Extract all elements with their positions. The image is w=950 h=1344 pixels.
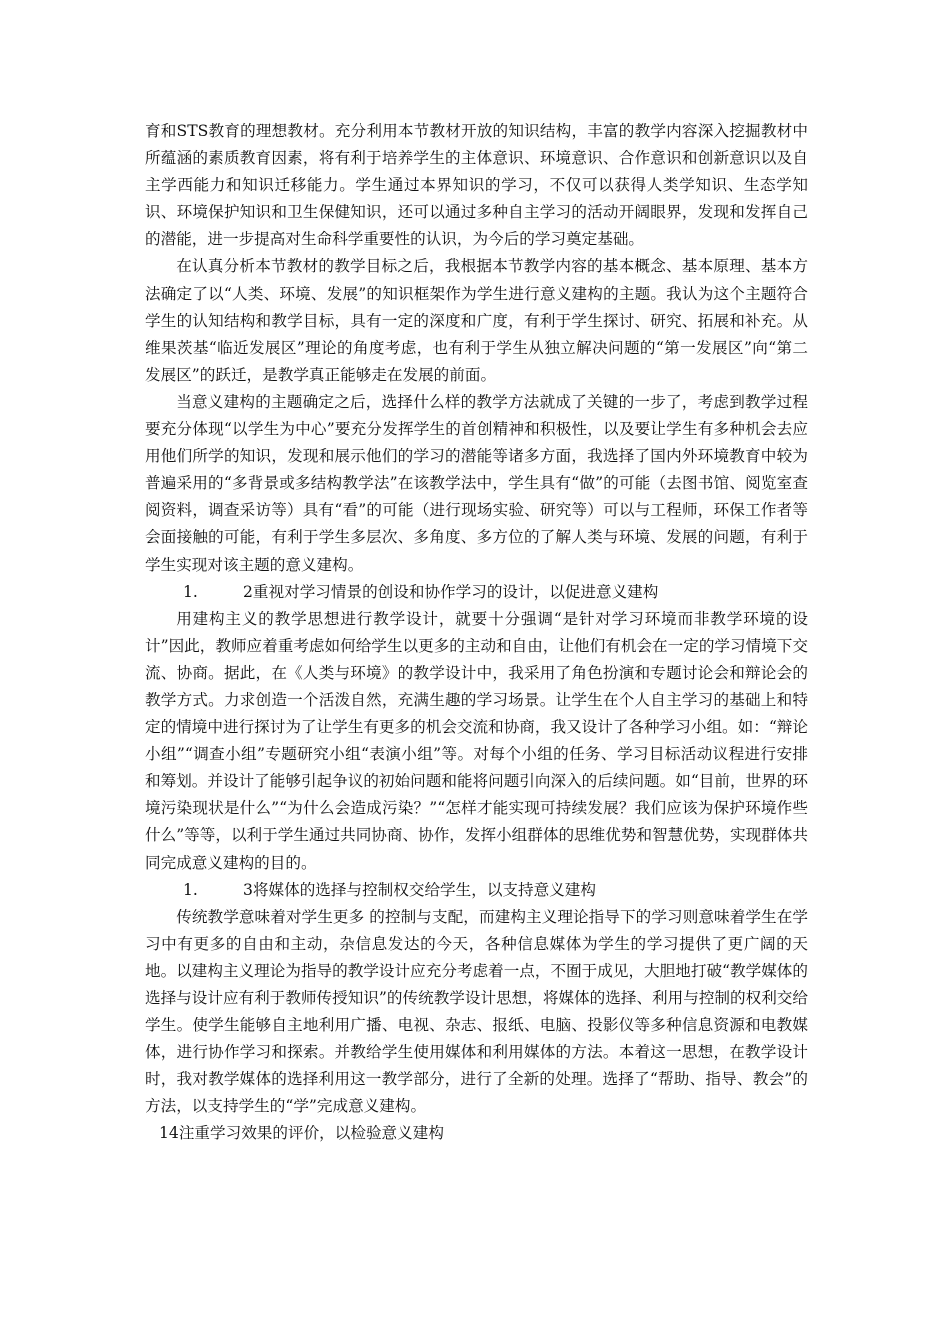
paragraph-body: 在认真分析本节教材的教学目标之后，我根据本节教学内容的基本概念、基本原理、基本方法确定了以“人类、环境、发展”的知识框架作为学生进行意义建构的主题。我认为这个主题符合学生的认知结构和教学目标，具有一定的深度和广度，有利于学生探讨、研究、拓展和补充。从维果茨基“临近发展区”理论的角度考虑，也有利于学生从独立解决问题的“第一发展区”向“第二发展区”的跃迁，是教学真正能够走在发展的前面。 [145, 257, 808, 384]
paragraph-body: 传统教学意味着对学生更多 的控制与支配，而建构主义理论指导下的学习则意味着学生在学习中有更多的自由和主动，杂信息发达的今天，各种信息媒体为学生的学习提供了更广阔的天地。以建构主义理论为指导的教学设计应充分考虑着一点，不囿于成见，大胆地打破“教学媒体的选择与设计应有利于教师传授知识”的传统教学设计思想，将媒体的选择、利用与控制的权利交给学生。使学生能够自主地利用广播、电视、杂志、报纸、电脑、投影仪等多种信息资源和电教媒体，进行协作学习和探索。并教给学生使用媒体和利用媒体的方法。本着这一思想，在教学设计时，我对教学媒体的选择利用这一教学部分，进行了全新的处理。选择了“帮助、指导、教会”的方法，以支持学生的“学”完成意义建构。 [145, 907, 808, 1116]
section-heading: 14注重学习效果的评价，以检验意义建构 [159, 1124, 444, 1143]
section-heading [145, 579, 808, 606]
paragraph-body: 当意义建构的主题确定之后，选择什么样的教学方法就成了关键的一步了，考虑到教学过程要充分体现“以学生为中心”要充分发挥学生的首创精神和积极性，以及要让学生有多种机会去应用他们所学的知识，发现和展示他们的学习的潜能等诸多方面，我选择了国内外环境教育中较为普遍采用的“多背景或多结构教学法”在该教学法中，学生具有“做”的可能（去图书馆、阅览室查阅资料，调查采访等）具有“看”的可能（进行现场实验、研究等）可以与工程师，环保工作者等会面接触的可能，有利于学生多层次、多角度、多方位的了解人类与环境、发展的问题，有利于学生实现对该主题的意义建构。 [145, 392, 808, 574]
document-page [145, 118, 808, 1148]
paragraph-body: 用建构主义的教学思想进行教学设计，就要十分强调“是针对学习环境而非教学环境的设计”因此，教师应着重考虑如何给学生以更多的主动和自由，让他们有机会在一定的学习情境下交流、协商。据此，在《人类与环境》的教学设计中，我采用了角色扮演和专题讨论会和辩论会的教学方式。力求创造一个活泼自然，充满生趣的学习场景。让学生在个人自主学习的基础上和特定的情境中进行探讨为了让学生有更多的机会交流和协商，我又设计了各种学习小组。如：“辩论小组”“调查小组”专题研究小组“表演小组”等。对每个小组的任务、学习目标活动议程进行安排和筹划。并设计了能够引起争议的初始问题和能将问题引向深入的后续问题。如“目前，世界的环境污染现状是什么”“为什么会造成污染？”“怎样才能实现可持续发展？我们应该为保护环境作些什么”等等，以利于学生通过共同协商、协作，发挥小组群体的思维优势和智慧优势，实现群体共同完成意义建构的目的。 [145, 609, 808, 872]
heading-text: 3将媒体的选择与控制权交给学生，以支持意义建构 [243, 880, 596, 899]
heading-number: 1. [183, 582, 198, 601]
section-heading [145, 877, 808, 904]
heading-number: 1. [183, 880, 198, 899]
paragraph-continuation: 育和STS教育的理想教材。充分利用本节教材开放的知识结构，丰富的教学内容深入挖掘教材中所蕴涵的素质教育因素，将有利于培养学生的主体意识、环境意识、合作意识和创新意识以及自主学西能力和知识迁移能力。学生通过本界知识的学习，不仅可以获得人类学知识、生态学知识、环境保护知识和卫生保健知识，还可以通过多种自主学习的活动开阔眼界，发现和发挥自己的潜能，进一步提高对生命科学重要性的认识，为今后的学习奠定基础。 [145, 122, 808, 249]
heading-text: 2重视对学习情景的创设和协作学习的设计，以促进意义建构 [243, 582, 659, 601]
